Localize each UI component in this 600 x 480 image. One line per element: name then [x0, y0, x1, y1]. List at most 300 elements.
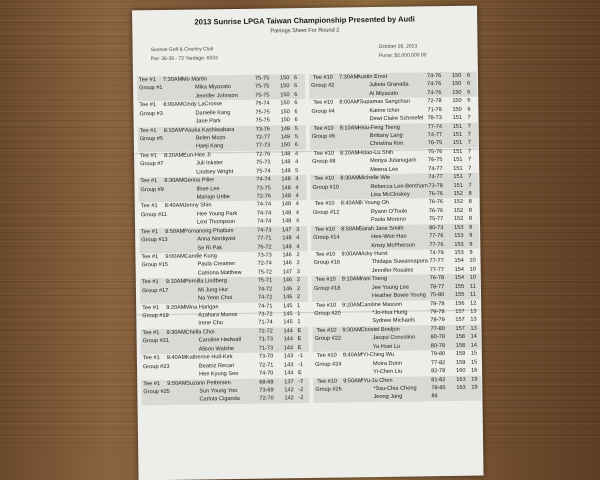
pairing-group [310, 147, 478, 175]
to-par: 19 [471, 376, 478, 383]
player-name: Ryann O'Toole [370, 208, 408, 215]
to-par: 13 [470, 308, 477, 315]
player-name: Azahara Munoz [198, 312, 238, 319]
total-score: 149 [280, 125, 291, 132]
tee-number: Tee #10 [313, 125, 334, 132]
to-par: 3 [296, 226, 300, 233]
group-label: Group #1 [139, 85, 163, 92]
tee-time: 9:10AM [341, 276, 362, 283]
to-par: 9 [469, 241, 473, 248]
pairing-group [137, 99, 305, 127]
player-name: Jee Young Lee [371, 284, 409, 291]
round-scores: 74-74 [256, 210, 272, 217]
round-scores: 76-76 [428, 199, 444, 206]
total-score: 144 [283, 336, 294, 343]
to-par: 2 [296, 252, 300, 259]
pairing-group [311, 223, 479, 251]
tee-number: Tee #1 [143, 380, 161, 387]
tee-number: Tee #10 [314, 175, 335, 183]
group-label: Group #22 [314, 335, 342, 343]
tee-time: 9:20AM [342, 301, 362, 309]
tee-number: Tee #1 [140, 152, 157, 160]
player-name: *Ssu-Chia Cheng [373, 385, 417, 393]
total-score: 150 [452, 106, 462, 113]
total-score: 158 [455, 334, 465, 341]
group-label: Group #10 [312, 184, 339, 191]
round-scores: 73-76 [255, 126, 271, 133]
player-row [313, 392, 481, 403]
player-name: Michelle Wie [358, 175, 391, 182]
tee-time: 8:20AM [164, 152, 184, 159]
total-score: 153 [454, 249, 464, 257]
round-scores: 73-75 [256, 185, 271, 192]
player-name: Carlota Ciganda [199, 396, 240, 403]
player-name: Julieta Granada [369, 81, 409, 89]
total-score: 148 [280, 151, 291, 158]
to-par: 4 [295, 184, 299, 191]
round-scores: 73-78 [428, 182, 443, 189]
player-name: Beatriz Recari [198, 362, 235, 370]
player-name: Paula Creamer [197, 261, 236, 268]
total-score: 159 [455, 359, 466, 366]
to-par: 4 [295, 209, 300, 217]
tee-number: Tee #1 [142, 304, 160, 311]
total-score: 146 [282, 260, 292, 267]
tee-time: 8:10AM [163, 127, 184, 134]
total-score: 152 [453, 190, 463, 197]
to-par: 6 [467, 89, 471, 96]
to-par: 4 [295, 193, 299, 200]
player-name: Mi Jung Hur [197, 286, 229, 294]
player-name: Lisa McCloskey [370, 191, 410, 199]
player-name: Jacqui Concolino [372, 334, 416, 342]
to-par: 3 [296, 268, 300, 276]
player-name: *Supamas Sangchan [357, 98, 410, 106]
player-name: Sarah Jane Smith [359, 225, 404, 233]
pairing-group [138, 175, 306, 203]
player-name: Heather Bowie Young [371, 292, 426, 300]
total-score: 151 [452, 140, 463, 147]
pairing-group [139, 200, 307, 228]
tee-number: Tee #10 [314, 201, 335, 208]
player-name: Meena Lee [370, 166, 399, 173]
to-par: 4 [295, 218, 300, 225]
pairing-group [141, 352, 309, 380]
to-par: 6 [294, 100, 298, 107]
player-name: Eun-Hee Ji [183, 152, 211, 159]
round-scores: 84 [431, 393, 438, 400]
to-par: 15 [470, 350, 478, 357]
total-score: 150 [280, 83, 290, 90]
player-name: *Jo-Hua Hung [372, 309, 408, 317]
sheet-subtitle: Pairings Sheet For Round 2 [270, 27, 340, 35]
tee-time: 9:40AM [166, 354, 187, 362]
total-score: 144 [283, 328, 293, 335]
to-par: 4 [295, 159, 299, 166]
total-score: 151 [453, 165, 463, 172]
round-scores: 68-69 [259, 379, 274, 386]
tee-time: 8:40AM [340, 200, 361, 207]
round-scores: 75-75 [255, 83, 270, 91]
tee-time: 8:10AM [339, 124, 360, 132]
tee-number: Tee #1 [141, 279, 159, 286]
total-score: 148 [281, 159, 291, 166]
to-par: 7 [468, 173, 472, 180]
to-par: 6 [294, 83, 298, 90]
round-scores: 74-74 [256, 218, 272, 225]
player-name: Hee-Won Han [371, 233, 407, 241]
right-column-tee-10 [309, 72, 482, 403]
tee-number: Tee #10 [315, 276, 336, 284]
total-score: 150 [280, 100, 290, 107]
round-scores: 74-76 [427, 89, 442, 97]
round-scores: 75-75 [255, 109, 270, 116]
pairing-group [139, 226, 307, 254]
to-par: 7 [468, 156, 472, 164]
round-scores: 71-79 [427, 106, 442, 113]
round-scores: 73-70 [258, 353, 274, 360]
tee-time: 9:30AM [342, 327, 362, 334]
to-par: 5 [294, 125, 298, 132]
round-scores: 77-77 [429, 258, 444, 265]
round-scores: 77-74 [427, 123, 443, 130]
round-scores: 74-77 [427, 132, 443, 139]
to-par: 6 [467, 97, 471, 105]
round-scores: 80-73 [429, 224, 444, 232]
to-par: 10 [469, 275, 477, 282]
player-name: Ya Huei Lu [372, 343, 401, 350]
total-score: 144 [283, 344, 294, 352]
to-par: 8 [468, 215, 473, 223]
tee-number: Tee #10 [316, 302, 337, 309]
to-par: -7 [298, 378, 304, 385]
total-score: 149 [280, 134, 291, 141]
round-scores: 73-69 [259, 387, 274, 394]
to-par: 7 [468, 165, 472, 172]
to-par: 5 [294, 134, 298, 141]
total-score: 148 [281, 176, 291, 183]
tee-time: 9:30AM [166, 329, 186, 336]
total-score: 163 [456, 376, 466, 383]
round-scores: 81-82 [431, 376, 446, 383]
total-score: 152 [453, 199, 464, 206]
group-label: Group #26 [315, 386, 342, 393]
pairing-group [137, 74, 305, 102]
round-scores: 75-80 [429, 292, 445, 299]
total-score: 156 [455, 300, 465, 307]
tee-number: Tee #10 [317, 378, 338, 385]
total-score: 148 [281, 184, 291, 191]
tee-number: Tee #10 [312, 74, 333, 81]
total-score: 157 [455, 308, 465, 315]
to-par: 9 [469, 224, 473, 231]
round-scores: 74-72 [258, 294, 273, 301]
total-score: 151 [453, 182, 463, 189]
player-name: Katherine Hull-Kirk [185, 354, 233, 361]
total-score: 148 [281, 193, 292, 200]
pairing-group [311, 249, 479, 277]
to-par: 4 [296, 243, 300, 250]
round-scores: 75-73 [256, 159, 271, 166]
group-label: Group #17 [141, 287, 169, 295]
group-label: Group #8 [312, 158, 336, 166]
round-scores: 78-73 [427, 115, 442, 122]
group-label: Group #23 [142, 363, 170, 370]
player-name: Karine Icher [369, 107, 400, 114]
tee-time: 9:00AM [165, 253, 185, 261]
tee-time: 9:40AM [342, 352, 363, 359]
total-score: 147 [282, 226, 292, 234]
tee-time: 8:40AM [164, 203, 185, 210]
round-scores: 76-76 [428, 191, 443, 198]
to-par: 7 [467, 123, 471, 130]
tee-number: Tee #1 [138, 77, 156, 84]
round-scores: 75-75 [254, 75, 270, 82]
tee-number: Tee #1 [141, 228, 158, 236]
to-par: 7 [467, 114, 471, 121]
to-par: 6 [467, 81, 471, 88]
group-label: Group #2 [311, 82, 335, 90]
round-scores: 82-78 [431, 368, 446, 375]
tee-number: Tee #1 [139, 127, 157, 134]
pairing-group [138, 150, 306, 178]
pairing-group [310, 173, 478, 201]
player-name: Na Yeon Choi [198, 295, 233, 302]
player-name: Anna Nordqvist [197, 236, 236, 243]
total-score: 143 [283, 353, 294, 360]
total-score: 150 [452, 81, 462, 88]
player-name: Christel Boeljon [360, 326, 400, 334]
player-name: Haeji Kang [195, 143, 224, 150]
total-score: 155 [454, 291, 465, 299]
player-name: Brittany Lang [369, 132, 403, 140]
player-name: Sun Young Yoo [199, 387, 238, 395]
to-par: 6 [294, 117, 298, 124]
tee-number: Tee #1 [140, 178, 158, 185]
round-scores: 75-76 [427, 148, 443, 156]
to-par: 4 [294, 150, 299, 158]
round-scores: 78-79 [430, 317, 445, 324]
tee-number: Tee #1 [142, 355, 160, 362]
total-score: 150 [280, 117, 290, 124]
player-name: Caroline Masson [360, 301, 403, 308]
round-scores: 76-72 [257, 244, 272, 251]
to-par: 11 [469, 291, 476, 298]
par-yardage: Par: 36-36 - 72 Yardage: 6533 [150, 55, 218, 63]
total-score: 153 [454, 241, 464, 248]
to-par: 9 [469, 232, 473, 239]
total-score: 137 [284, 378, 294, 385]
tee-number: Tee #1 [140, 203, 158, 210]
sheet-title: 2013 Sunrise LPGA Taiwan Championship Presented by Audi [194, 14, 415, 27]
group-label: Group #19 [142, 312, 169, 320]
round-scores: 72-74 [257, 260, 272, 268]
total-score: 148 [281, 218, 292, 225]
total-score: 147 [282, 269, 293, 276]
tee-time: 8:00AM [163, 102, 183, 109]
round-scores: 78-85 [431, 385, 446, 392]
round-scores: 76-74 [255, 100, 270, 107]
round-scores: 76-78 [429, 275, 445, 282]
tee-number: Tee #10 [316, 327, 337, 334]
player-name: Candie Kung [184, 253, 217, 260]
to-par: E [297, 328, 302, 335]
total-score: 152 [453, 207, 464, 214]
player-name: Moriya Jutanugarn [370, 157, 417, 165]
round-scores: 74-70 [259, 370, 274, 377]
round-scores: 74-77 [428, 165, 443, 172]
tee-time: 8:50AM [341, 226, 361, 233]
to-par: 12 [470, 300, 477, 307]
pairings-sheet [132, 6, 484, 480]
tee-time: 9:00AM [341, 251, 361, 258]
to-par: 16 [471, 367, 478, 374]
player-name: Dewi Claire Schreefel [369, 115, 424, 123]
round-scores: 77-71 [257, 235, 272, 242]
total-score: 159 [455, 351, 466, 358]
group-label: Group #12 [312, 209, 340, 216]
round-scores: 80-78 [430, 342, 446, 350]
round-scores: 71-74 [258, 319, 273, 327]
player-name: Mariajo Uribe [196, 194, 230, 201]
group-label: Group #20 [314, 310, 341, 317]
to-par: -2 [298, 387, 304, 394]
to-par: 2 [296, 277, 300, 284]
player-name: Jane Park [195, 118, 221, 125]
round-scores: 72-71 [258, 362, 274, 369]
total-score: 152 [453, 216, 464, 223]
tee-time: 8:50AM [165, 228, 185, 235]
to-par: 7 [467, 140, 472, 147]
tee-time: 7:30AM [162, 76, 183, 83]
total-score: 154 [454, 275, 465, 282]
total-score: 148 [281, 201, 292, 208]
round-scores: 75-77 [428, 216, 444, 223]
group-label: Group #11 [140, 211, 167, 219]
tee-time: 8:30AM [340, 175, 360, 182]
to-par: 7 [468, 182, 472, 189]
player-name: Pornanong Phatlum [184, 227, 234, 235]
player-name: Jenny Shin [183, 202, 212, 210]
group-label: Group #4 [311, 108, 335, 115]
player-name: Juli Inkster [196, 160, 223, 167]
round-scores: 77-77 [429, 266, 445, 274]
group-label: Group #13 [141, 237, 168, 244]
total-score: 154 [454, 258, 464, 265]
to-par: 7 [467, 148, 472, 155]
round-scores: 72-76 [255, 151, 271, 158]
round-scores: 74-71 [258, 303, 273, 310]
group-label: Group #6 [311, 133, 336, 140]
to-par: 4 [296, 235, 300, 242]
total-score: 150 [280, 142, 291, 149]
purse: Purse: $2,000,000.00 [378, 52, 427, 59]
player-name: Lexi Thompson [196, 219, 236, 226]
tee-time: 9:50AM [343, 377, 363, 385]
player-name: Hsiu-Feng Tseng [357, 124, 400, 131]
total-score: 149 [281, 167, 291, 175]
round-scores: 74-76 [427, 81, 442, 88]
player-name: *Yu-Ju Chen [361, 377, 393, 384]
date: October 26, 2013 [378, 43, 418, 50]
pairing-group [309, 72, 477, 100]
total-score: 160 [456, 367, 466, 374]
total-score: 146 [282, 252, 292, 259]
to-par: 10 [469, 258, 476, 265]
total-score: 150 [451, 72, 462, 79]
total-score: 146 [282, 294, 293, 301]
to-par: 8 [468, 207, 473, 214]
tee-number: Tee #10 [315, 226, 336, 233]
round-scores: 72-77 [255, 134, 271, 141]
total-score: 151 [452, 148, 463, 155]
round-scores: 79-80 [430, 351, 446, 358]
player-name: Ilhee Lee [196, 185, 220, 193]
tee-number: Tee #1 [139, 102, 157, 109]
tee-time: 9:50AM [167, 380, 187, 387]
player-name: Kristy McPherson [371, 242, 416, 249]
total-score: 151 [452, 114, 462, 122]
total-score: 158 [455, 342, 466, 349]
round-scores: 79-78 [430, 309, 445, 316]
to-par: 6 [293, 75, 298, 82]
round-scores: 75-71 [257, 277, 273, 285]
total-score: 142 [284, 395, 294, 402]
total-score: 148 [281, 210, 292, 217]
player-name: Sydnee Michaels [372, 317, 416, 325]
total-score: 153 [454, 232, 464, 240]
tee-number: Tee #10 [313, 99, 334, 107]
to-par: -1 [297, 353, 303, 360]
round-scores: 76-76 [428, 207, 444, 215]
to-par: 14 [470, 333, 477, 341]
round-scores: 76-75 [427, 140, 443, 147]
round-scores: 76-75 [428, 157, 443, 164]
player-name: Catriona Matthew [197, 269, 242, 277]
player-name: Hee Young Park [196, 210, 238, 218]
to-par: 8 [468, 190, 472, 197]
pairing-group [140, 276, 308, 304]
round-scores: 74-77 [428, 174, 443, 181]
group-label: Group #24 [314, 361, 342, 368]
pairing-group [310, 122, 478, 150]
player-name: Cindy LaCrosse [182, 101, 223, 109]
player-name: Jennifer Rosales [371, 267, 414, 274]
round-scores: 78-77 [429, 283, 445, 291]
round-scores: 75-74 [256, 168, 271, 175]
tee-number: Tee #1 [142, 330, 160, 337]
player-row [141, 394, 309, 405]
round-scores: 77-76 [429, 241, 444, 248]
round-scores: 77-76 [429, 233, 444, 240]
pairing-group [140, 302, 308, 330]
round-scores: 75-75 [255, 92, 270, 99]
round-scores: 71-73 [258, 336, 273, 344]
total-score: 148 [282, 243, 292, 250]
round-scores: 73-73 [257, 252, 272, 259]
total-score: 150 [280, 108, 290, 116]
player-name: Yani Tseng [359, 276, 388, 283]
total-score: 145 [283, 319, 293, 326]
pairing-group [311, 198, 479, 226]
to-par: 15 [470, 359, 478, 366]
tee-time: 9:10AM [165, 279, 186, 286]
player-name: Gerina Piller [183, 177, 215, 184]
round-scores: 73-72 [258, 311, 273, 318]
round-scores: 77-73 [255, 142, 271, 150]
player-name: Lindsey Wright [196, 168, 234, 176]
tee-number: Tee #10 [315, 251, 336, 258]
